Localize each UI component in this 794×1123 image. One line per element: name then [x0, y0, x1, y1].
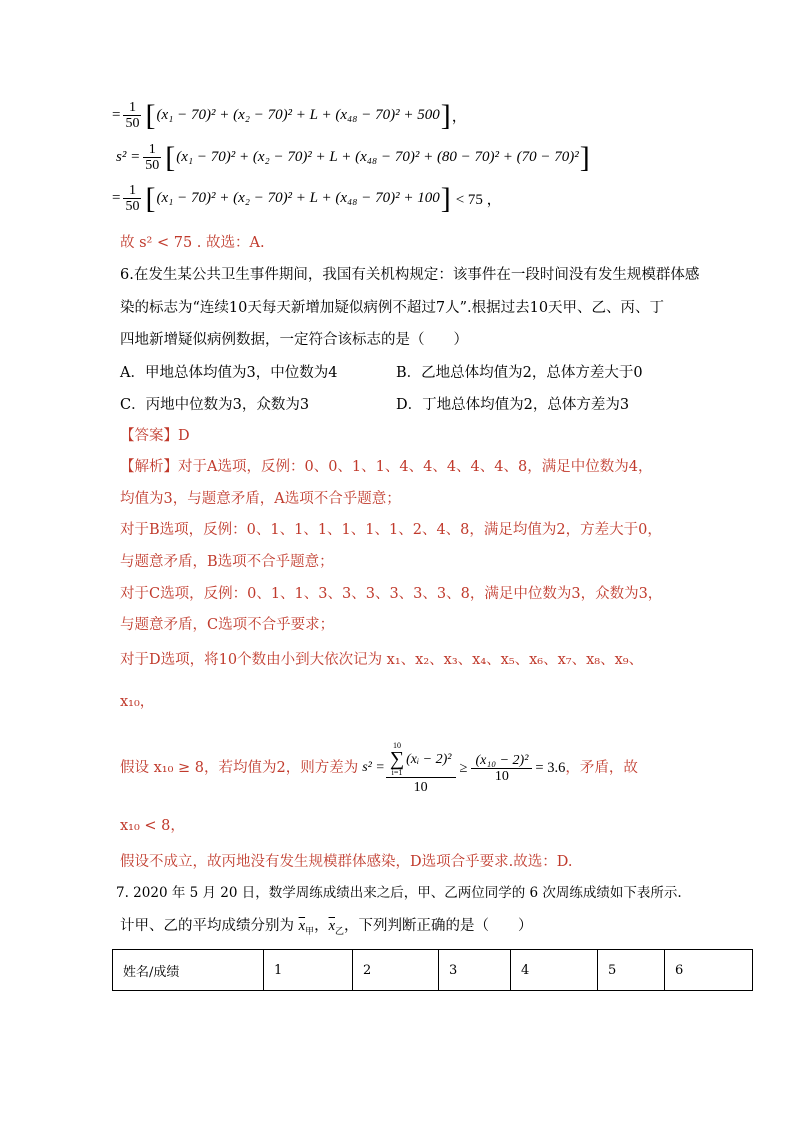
- analysis-text: 对于A选项，反例：0、0、1、1、4、4、4、4、4、8，满足中位数为4，: [178, 459, 653, 475]
- table-header-cell: 5: [598, 950, 665, 991]
- q6-analysis-c2: 与题意矛盾，C选项不合乎要求；: [120, 617, 335, 633]
- q7-line-2: 计甲、乙的平均成绩分别为 $\overline{x}_甲$，$\overline{x}_乙$，下列判断正确的是（ ）: [120, 918, 533, 937]
- table-header-cell: 2: [353, 950, 439, 991]
- q6-line-2: 染的标志为“连续10天每天新增加疑似病例不超过7人”.根据过去10天甲、乙、丙、丁: [120, 300, 665, 316]
- eq-suffix: ，: [451, 109, 467, 125]
- right-bracket: ]: [440, 181, 451, 215]
- q6-analysis-c1: 对于C选项，反例：0、1、1、3、3、3、3、3、3、8，满足中位数为3，众数为3，: [120, 586, 663, 602]
- derivation-line-1: [112, 100, 467, 131]
- q6-option-a: A．甲地总体均值为3，中位数为4: [120, 365, 338, 381]
- sigma-block: 10 ∑ i=1: [389, 741, 405, 777]
- eq-prefix: =: [112, 190, 121, 206]
- variance-outro: ，矛盾，故: [565, 760, 638, 776]
- fraction: $\frac{1}{50}$: [125, 100, 140, 131]
- table-header-cell: 3: [439, 950, 511, 991]
- mean-jia: $\overline{x}$: [298, 918, 306, 934]
- q6-analysis-b1: 对于B选项，反例：0、1、1、1、1、1、1、2、4、8，满足均值为2，方差大于0，: [120, 522, 662, 538]
- left-bracket: [: [145, 181, 156, 215]
- table-row: [113, 950, 753, 991]
- q6-analysis-d1: 对于D选项，将10个数由小到大依次记为 x₁、x₂、x₃、x₄、x₅、x₆、x₇、x₈、x₉、: [120, 652, 644, 668]
- q6-analysis-b2: 与题意矛盾，B选项不合乎题意；: [120, 554, 334, 570]
- s-squared: s² =: [362, 760, 385, 775]
- table-header-cell: 1: [264, 950, 353, 991]
- table-header-cell: 姓名/成绩: [113, 950, 264, 991]
- derivation-line-3: [112, 183, 502, 214]
- eq-body: (x₁ − 70)² + (x₂ − 70)² + L + (x₄₈ − 70)² + 500: [156, 107, 440, 123]
- q6-option-c: C．丙地中位数为3，众数为3: [120, 397, 310, 413]
- rhs-fraction: $\frac{\text{(x₁₀ − 2)²}}{10}$: [473, 753, 530, 784]
- q6-analysis-d4: x₁₀ < 8，: [120, 818, 185, 834]
- eq-body: (x₁ − 70)² + (x₂ − 70)² + L + (x₄₈ − 70)² + 100: [156, 190, 440, 206]
- q6-option-b: B．乙地总体均值为2，总体方差大于0: [396, 365, 643, 381]
- score-table: [112, 949, 753, 991]
- eq-prefix: s² =: [116, 149, 141, 165]
- eq-body: (x₁ − 70)² + (x₂ − 70)² + L + (x₄₈ − 70)² + (80 − 70)² + (70 − 70)²: [176, 149, 579, 165]
- q6-answer: 【答案】D: [120, 428, 190, 444]
- left-bracket: [: [145, 98, 156, 132]
- variance-formula: s² = 10 ∑ i=1 (xᵢ − 2)² 10 ≥ $\frac{\text{(x₁₀ − 2)²}}{10}$ = 3.6: [362, 741, 566, 795]
- q7-line-1: 7. 2020 年 5 月 20 日，数学周练成绩出来之后，甲、乙两位同学的 6 次周练成绩如下表所示.: [116, 885, 682, 901]
- variance-intro: 假设 x₁₀ ≥ 8，若均值为2，则方差为: [120, 760, 359, 776]
- derivation-line-2: [116, 142, 591, 173]
- q6-analysis-a2: 均值为3，与题意矛盾，A选项不合乎题意；: [120, 491, 401, 507]
- q6-analysis-d3: [120, 733, 638, 803]
- fraction: $\frac{1}{50}$: [145, 142, 160, 173]
- mean-yi: $\overline{x}$: [328, 918, 335, 934]
- left-bracket: [: [165, 140, 176, 174]
- right-bracket: ]: [579, 140, 590, 174]
- table-header-cell: 4: [511, 950, 598, 991]
- q6-option-d: D．丁地总体均值为2，总体方差为3: [396, 397, 630, 413]
- right-bracket: ]: [440, 98, 451, 132]
- q6-line-3: 四地新增疑似病例数据，一定符合该标志的是（ ）: [120, 332, 468, 348]
- sigma-icon: ∑: [389, 748, 405, 770]
- q6-analysis-d5: 假设不成立，故丙地没有发生规模群体感染，D选项合乎要求.故选：D.: [120, 854, 573, 870]
- q6-analysis-a1: [120, 457, 652, 477]
- fraction: $\frac{1}{50}$: [125, 183, 140, 214]
- eq-prefix: =: [112, 107, 121, 123]
- sum-fraction: 10 ∑ i=1 (xᵢ − 2)² 10: [388, 741, 454, 795]
- q6-line-1: 6.在发生某公共卫生事件期间，我国有关机构规定：该事件在一段时间没有发生规模群体感: [120, 267, 700, 283]
- analysis-label: 【解析】: [120, 459, 178, 475]
- eq-suffix: < 75 ，: [455, 192, 502, 208]
- conclusion: 故 s² < 75 . 故选：A.: [120, 235, 265, 251]
- table-header-cell: 6: [665, 950, 753, 991]
- q6-analysis-d2: x₁₀，: [120, 694, 155, 710]
